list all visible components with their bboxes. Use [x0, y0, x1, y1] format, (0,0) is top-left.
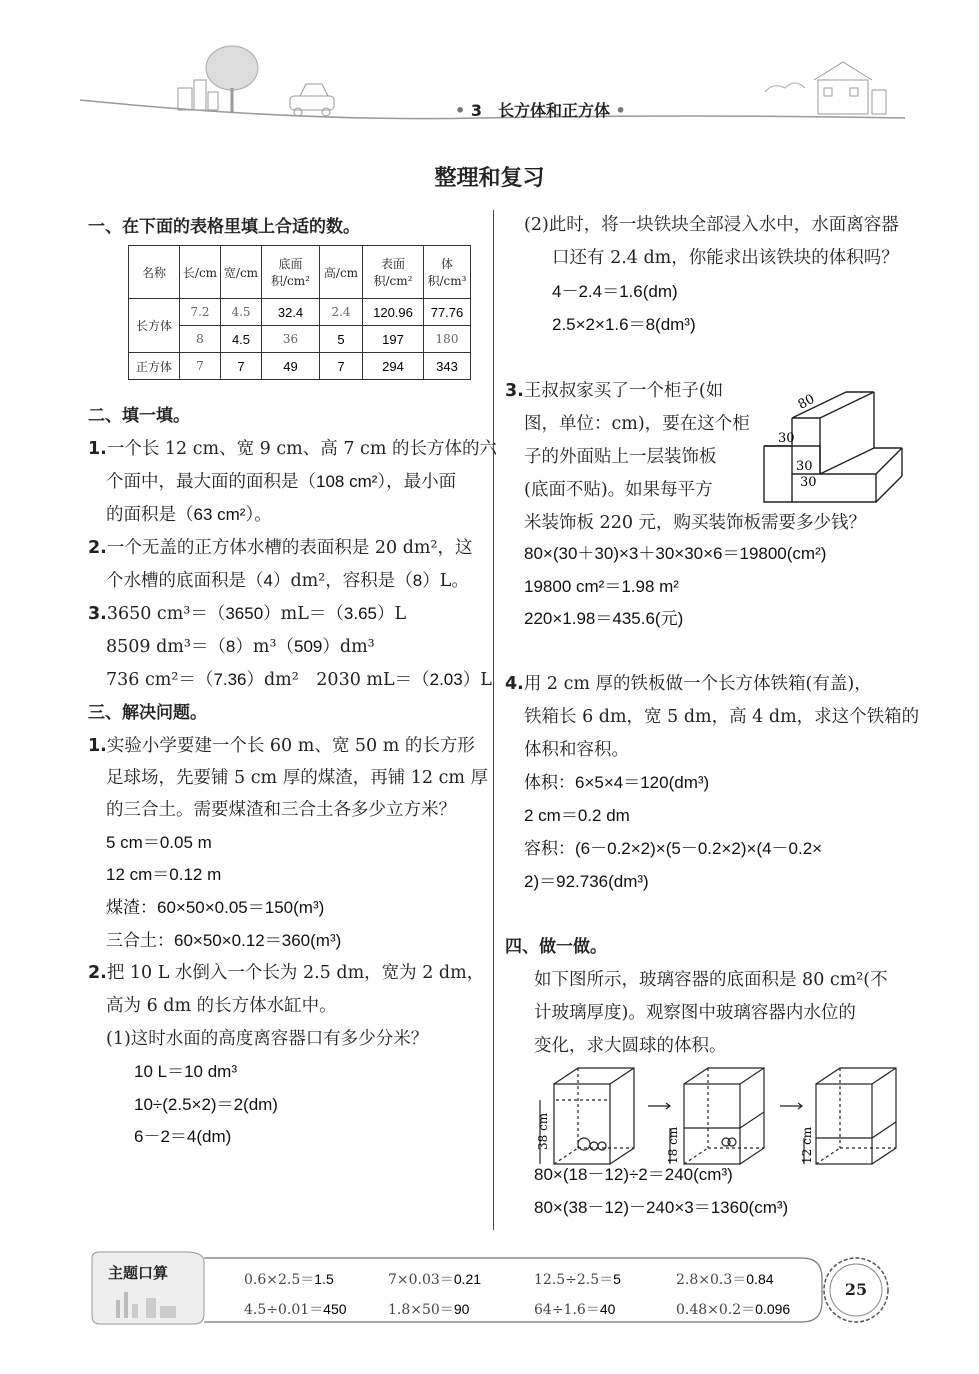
answer: 6－2＝4(dm)	[134, 1127, 232, 1146]
answer: 8	[412, 571, 423, 590]
answer: 2)＝92.736(dm³)	[524, 872, 649, 891]
s3-q3-line5: 米装饰板 220 元，购买装饰板需要多少钱？	[524, 513, 867, 533]
s4-line2: 计玻璃厚度)。观察图中玻璃容器内水位的	[534, 1003, 856, 1023]
table-cell: 5	[320, 326, 363, 353]
section2-heading: 二、填一填。	[88, 406, 190, 426]
answer: 10 L＝10 dm³	[134, 1062, 237, 1081]
table-cell: 4.5	[221, 299, 262, 326]
height-label: 12 cm	[800, 1126, 814, 1164]
dimension-table	[128, 245, 471, 380]
answer: 220×1.98＝435.6(元)	[524, 609, 684, 628]
answer: 4	[263, 571, 273, 590]
s2-q3-line3: 736 cm²＝（7.36）dm² 2030 mL＝（2.03）L	[106, 670, 492, 690]
s3-q2-line1: 2.把 10 L 水倒入一个长为 2.5 dm，宽为 2 dm，	[88, 963, 485, 983]
mental-math-item: 0.48×0.2＝0.096	[676, 1301, 791, 1318]
answer: 3.65	[343, 604, 377, 623]
table-cell: 77.76	[424, 299, 471, 326]
mental-math-item: 12.5÷2.5＝5	[534, 1271, 621, 1288]
table-row	[129, 353, 471, 380]
table-cell: 4.5	[221, 326, 262, 353]
s3-q3-line4: (底面不贴)。如果每平方	[524, 480, 713, 500]
table-cell: 343	[424, 353, 471, 380]
answer: 三合土：60×50×0.12＝360(m³)	[106, 931, 342, 950]
answer: 2.5×2×1.6＝8(dm³)	[552, 315, 696, 334]
answer: 10÷(2.5×2)＝2(dm)	[134, 1095, 278, 1114]
s3-q4-line2: 铁箱长 6 dm，宽 5 dm，高 4 dm，求这个铁箱的	[524, 707, 920, 727]
table-cell: 8	[180, 326, 221, 353]
table-cell: 120.96	[363, 299, 424, 326]
table-header: 名称	[129, 246, 180, 299]
answer: 容积：(6－0.2×2)×(5－0.2×2)×(4－0.2×	[524, 839, 823, 858]
s3-q1-line1: 1.实验小学要建一个长 60 m、宽 50 m 的长方形	[88, 736, 475, 756]
answer: 体积：6×5×4＝120(dm³)	[524, 773, 710, 792]
cabinet-label: 30	[800, 475, 817, 490]
mental-math-item: 64÷1.6＝40	[534, 1301, 616, 1318]
table-cell: 7	[180, 353, 221, 380]
table-cell: 32.4	[262, 299, 320, 326]
table-cell: 7.2	[180, 299, 221, 326]
s4-line1: 如下图所示，玻璃容器的底面积是 80 cm²(不	[534, 970, 888, 990]
s3-q1-line2: 足球场，先要铺 5 cm 厚的煤渣，再铺 12 cm 厚	[106, 768, 489, 788]
s3-q4-line1: 4.用 2 cm 厚的铁板做一个长方体铁箱(有盖)，	[505, 674, 872, 694]
answer: 80×(30＋30)×3＋30×30×6＝19800(cm²)	[524, 544, 827, 563]
table-header: 宽/cm	[221, 246, 262, 299]
table-cell: 36	[262, 326, 320, 353]
s3-q4-line3: 体积和容积。	[524, 740, 629, 760]
table-header: 底面积/cm²	[262, 246, 320, 299]
height-label: 38 cm	[536, 1112, 550, 1150]
table-cell: 49	[262, 353, 320, 380]
answer: 5 cm＝0.05 m	[106, 833, 212, 852]
table-row	[129, 299, 471, 326]
mental-math-item: 7×0.03＝0.21	[388, 1271, 482, 1288]
answer: 80×(18－12)÷2＝240(cm³)	[534, 1165, 733, 1184]
page-title: 整理和复习	[434, 166, 545, 191]
dot-icon: •	[455, 101, 466, 120]
answer: 4－2.4＝1.6(dm)	[552, 282, 678, 301]
s3-q3-line3: 子的外面贴上一层装饰板	[524, 447, 717, 467]
footer-label: 主题口算	[108, 1264, 169, 1282]
answer: 19800 cm²＝1.98 m²	[524, 577, 679, 596]
table-header: 表面积/cm²	[363, 246, 424, 299]
answer: 3650	[225, 604, 264, 623]
cabinet-label: 30	[796, 459, 813, 474]
s3-q2-part2-line2: 口还有 2.4 dm，你能求出该铁块的体积吗？	[552, 248, 899, 268]
section4-heading: 四、做一做。	[505, 937, 607, 957]
answer: 2 cm＝0.2 dm	[524, 806, 630, 825]
table-cell: 2.4	[320, 299, 363, 326]
s3-q3-line1: 3.王叔叔家买了一个柜子(如	[505, 381, 724, 401]
s3-q2-part2-line1: (2)此时，将一块铁块全部浸入水中，水面离容器	[524, 215, 899, 235]
cabinet-label: 30	[778, 431, 795, 446]
table-header: 高/cm	[320, 246, 363, 299]
mental-math-row	[244, 1299, 790, 1319]
cabinet-label: 80	[795, 391, 818, 413]
answer: 108 cm²	[316, 472, 378, 491]
cabinet-figure	[758, 378, 908, 506]
answer: 509	[294, 637, 323, 656]
s4-line3: 变化，求大圆球的体积。	[534, 1036, 727, 1056]
mental-math-row	[244, 1269, 774, 1289]
section3-heading: 三、解决问题。	[88, 703, 207, 723]
mental-math-item: 0.6×2.5＝1.5	[244, 1271, 334, 1288]
s2-q3-line2: 8509 dm³＝（8）m³（509）dm³	[106, 637, 375, 657]
s3-q2-line2: 高为 6 dm 的长方体水缸中。	[106, 996, 337, 1016]
table-cell: 294	[363, 353, 424, 380]
mental-math-item: 2.8×0.3＝0.84	[676, 1271, 774, 1288]
height-label: 18 cm	[666, 1126, 680, 1164]
answer: 80×(38－12)－240×3＝1360(cm³)	[534, 1198, 789, 1217]
answer: 8	[225, 637, 236, 656]
row-label: 长方体	[129, 299, 180, 353]
containers-figure	[530, 1064, 910, 1168]
section1-heading: 一、在下面的表格里填上合适的数。	[88, 217, 360, 237]
table-row	[129, 326, 471, 353]
answer: 7.36	[213, 670, 247, 689]
s2-q2-line2: 个水槽的底面积是（4）dm²，容积是（8）L。	[106, 571, 469, 591]
answer: 12 cm＝0.12 m	[106, 865, 222, 884]
mental-math-item: 1.8×50＝90	[388, 1301, 470, 1318]
s2-q3-line1: 3.3650 cm³＝（3650）mL＝（3.65）L	[88, 604, 407, 624]
table-cell: 7	[320, 353, 363, 380]
chapter-label: • 3 长方体和正方体 •	[455, 101, 626, 120]
mental-math-item: 4.5÷0.01＝450	[244, 1301, 347, 1318]
table-header: 长/cm	[180, 246, 221, 299]
row-label: 正方体	[129, 353, 180, 380]
page-number: 25	[844, 1280, 868, 1299]
table-cell: 197	[363, 326, 424, 353]
s2-q1-line1: 1.一个长 12 cm、宽 9 cm、高 7 cm 的长方体的六	[88, 439, 497, 459]
table-cell: 7	[221, 353, 262, 380]
column-divider	[493, 210, 494, 1230]
table-cell: 180	[424, 326, 471, 353]
s3-q2-part1: (1)这时水面的高度离容器口有多少分米？	[106, 1029, 429, 1049]
answer: 63 cm²	[193, 505, 246, 524]
answer: 煤渣：60×50×0.05＝150(m³)	[106, 898, 325, 917]
s3-q1-line3: 的三合土。需要煤渣和三合土各多少立方米？	[106, 800, 456, 820]
s2-q2-line1: 2.一个无盖的正方体水槽的表面积是 20 dm²，这	[88, 538, 473, 558]
dot-icon: •	[615, 101, 626, 120]
table-header: 体积/cm³	[424, 246, 471, 299]
s2-q1-line3: 的面积是（63 cm²）。	[106, 505, 272, 525]
answer: 2.03	[429, 670, 463, 689]
s3-q3-line2: 图，单位：cm)，要在这个柜	[524, 414, 750, 434]
s2-q1-line2: 个面中，最大面的面积是（108 cm²），最小面	[106, 472, 457, 492]
